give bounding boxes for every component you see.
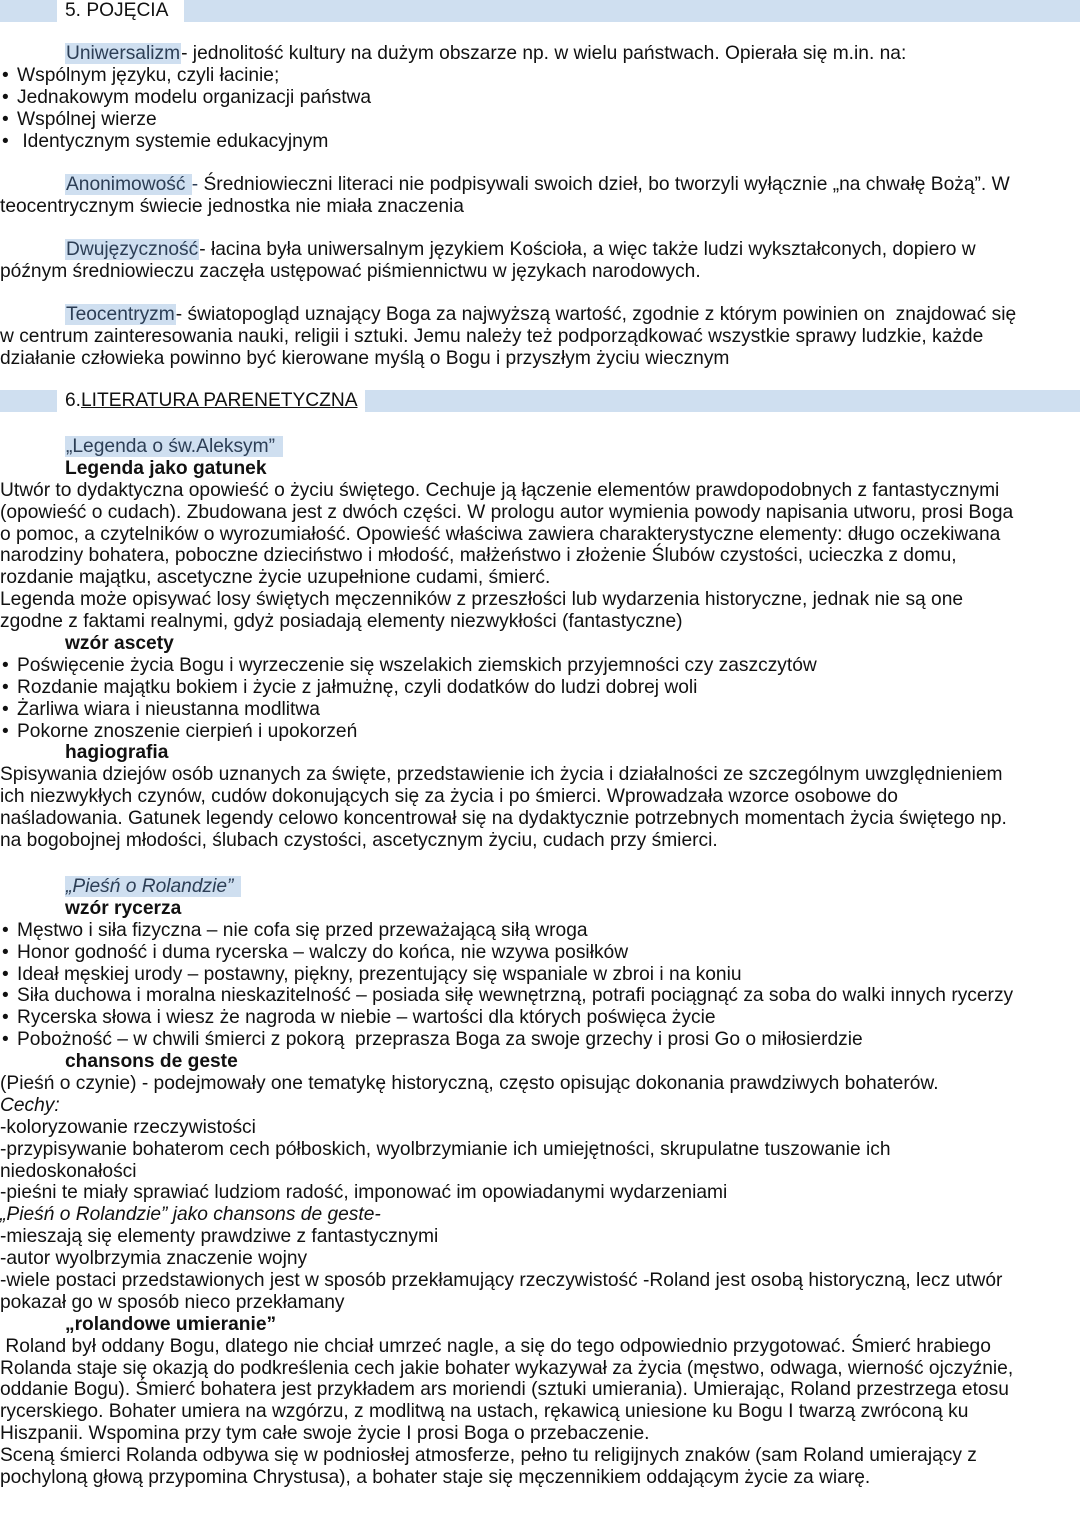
list-item: • Honor godność i duma rycerska – walczy do końca, nie wzywa posiłków	[2, 941, 629, 963]
bullet-icon: •	[2, 654, 9, 676]
bullet-icon: •	[2, 1007, 9, 1029]
list-item: • Wspólnej wierze	[2, 108, 157, 130]
bullet-icon: •	[2, 919, 9, 941]
bullet-icon: •	[2, 698, 9, 720]
bullet-icon: •	[2, 963, 9, 985]
subheading-legenda: Legenda jako gatunek	[65, 457, 267, 479]
list-item: • Żarliwa wiara i nieustanna modlitwa	[2, 698, 320, 720]
roland-block: „Pieśń o Rolandzie” wzór rycerza • Męstwo i siła fizyczna – nie cofa się przed przeważającą siłą wroga • Honor godność i duma rycerska – walczy do końca, nie wzywa posiłków • Ideał męskiej urody – postawny, piękny, prezentujący się wspaniale w zbroi i na koniu • Siła duchowa i moralna nieskazitelność – posiada siłę wewnętrzną, potrafi pociągnąć za soba do walki innych rycerzy • Rycerska słowa i wiesz że nagroda w niebie – wartości dla których poświęca życie • Pobożność – w chwili śmierci z pokorą przeprasza Boga za swoje grzechy i prosi Go o miłosierdzie chansons de geste (Pieśń o czynie) - podejmowały one tematykę historyczną, często opisując dokonania prawdziwych bohaterów. Cechy: -koloryzowanie rzeczywistości -przypisywanie bohaterom cech półboskich, wyolbrzymianie ich umiejętności, skrupulatne tuszowanie ich niedoskonałości -pieśni te miały sprawiać ludziom radość, imponować im opowiadanymi wydarzeniami „Pieśń o Rolandzie” jako chansons de geste- -mieszają się elementy prawdziwe z fantastycznymi -autor wyolbrzymia znaczenie wojny -wiele postaci przedstawionych jest w sposób przekłamujący rzeczywistość -Roland jest osobą historyczną, lecz utwór pokazał go w sposób nieco przekłamany „rolandowe umieranie” Roland był oddany Bogu, dlatego nie chciał umrzeć nagle, a się do tego odpowiednio przygotować. Śmierć hrabiego Rolanda staje się okazją do podkreślenia cech jakie bohater wykazywał za życia (męstwo, odwaga, wierność ojczyźnie, oddanie Bogu). Śmierć bohatera jest przykładem ars moriendi (sztuki umierania). Umierając, Roland przestrzega etosu rycerskiego. Bohater umiera na wzgórzu, z modlitwą na ustach, rękawicą uniesione ku Bogu I twarzą zwróconą ku Hiszpanii. Wspomina przy tym całe swoje życie I prosi Boga o przebaczenie. Sceną śmierci Rolanda odbywa się w podniosłej atmosferze, pełno tu religijnych znaków (sam Roland umierający z pochyloną głową przypomina Chrystusa), a bohater staje się męczennikiem oddającym życie za wiarę.	[0, 876, 1078, 1489]
list-item: • Jednakowym modelu organizacji państwa	[2, 86, 372, 108]
work-title-aleksy: „Legenda o św.Aleksym”	[65, 436, 283, 457]
bullet-icon: •	[2, 130, 9, 152]
term-anonimowosc: Anonimowość - Średniowieczni literaci nie podpisywali swoich dzieł, bo tworzyli wyłącznie „na chwałę Bożą”. W teocentrycznym świecie jednostka nie miała znaczenia	[0, 174, 1010, 217]
subheading-rolandowe-umieranie: „rolandowe umieranie”	[65, 1313, 277, 1335]
subheading-chansons: chansons de geste	[65, 1051, 238, 1073]
term-definition: Średniowieczni literaci nie podpisywali swoich dzieł, bo tworzyli wyłącznie „na chwałę Bożą”. W	[198, 174, 1010, 195]
term-label: Anonimowość	[66, 174, 191, 195]
work-title-roland: „Pieśń o Rolandzie”	[65, 876, 241, 897]
term-label: Dwujęzyczność	[66, 239, 199, 260]
term-uniwersalizm	[0, 43, 1078, 152]
list-item: • Męstwo i siła fizyczna – nie cofa się przed przeważającą siłą wroga	[2, 919, 588, 941]
bullet-icon: •	[2, 720, 9, 742]
term-separator: -	[175, 304, 183, 325]
bullet-icon: •	[2, 941, 9, 963]
term-definition: łacina była uniwersalnym językiem Kościoła, a więc także ludzi wykształconych, dopiero w	[205, 239, 976, 260]
term-dwujezycznosc: Dwujęzyczność- łacina była uniwersalnym językiem Kościoła, a więc także ludzi wykształconych, dopiero w późnym średniowieczu zaczęła ustępować piśmiennictwu w językach narodowych.	[0, 239, 976, 282]
subheading-hagiografia: hagiografia	[65, 742, 169, 764]
features-label: Cechy:	[0, 1094, 60, 1116]
as-chanson-label: „Pieśń o Rolandzie” jako chansons de geste-	[0, 1204, 381, 1226]
list-item: • Siła duchowa i moralna nieskazitelność – posiada siłę wewnętrzną, potrafi pociągnąć za soba do walki innych rycerzy	[2, 985, 1014, 1007]
bullet-icon: •	[2, 86, 9, 108]
term-separator: -	[199, 239, 206, 260]
aleksy-block: „Legenda o św.Aleksym” Legenda jako gatunek Utwór to dydaktyczna opowieść o życiu świętego. Cechuje ją łączenie elementów prawdopodobnych z fantastycznymi (opowieść o cudach). Zbudowana jest z dwóch części. W prologu autor wymienia powody napisania utworu, prosi Boga o pomoc, a czytelników o wyrozumiałość. Opowieść właściwa zawiera charakterystyczne elementy: długo oczekiwana narodziny bohatera, poboczne dzieciństwo i młodość, małżeństwo i złożenie Ślubów czystości, ucieczka z domu, rozdanie majątku, ascetyczne życie uzupełnione cudami, śmierć. Legenda może opisywać losy świętych męczenników z przeszłości lub wydarzenia historyczne, jednak nie są one zgodne z faktami realnymi, gdyż posiadają elementy niezwykłości (fantastyczne) wzór ascety • Poświęcenie życia Bogu i wyrzeczenie się wszelakich ziemskich przyjemności czy zaszczytów • Rozdanie majątku bokiem i życie z jałmużnę, czyli dodatków do ludzi dobrej woli • Żarliwa wiara i nieustanna modlitwa • Pokorne znoszenie cierpień i upokorzeń hagiografia Spisywania dziejów osób uznanych za święte, przedstawienie ich życia i działalności ze szczególnym uwzględnieniem ich niezwykłych czynów, cudów dokonujących się za życia i po śmierci. Wprowadzała wzorce osobowe do naśladowania. Gatunek legendy celowo koncentrował się na dydaktycznie potrzebnych momentach życia świętego np. na bogobojnej młodości, ślubach czystości, ascetycznym życiu, cudach przy śmierci.	[0, 436, 1078, 852]
bullet-icon: •	[2, 985, 9, 1007]
term-definition: jednolitość kultury na dużym obszarze np. w wielu państwach. Opierała się m.in. na:	[187, 43, 907, 64]
section-6-heading: 6.LITERATURA PARENETYCZNA	[65, 390, 358, 411]
term-teocentryzm: Teocentryzm- światopogląd uznający Boga za najwyższą wartość, zgodnie z którym powinien on znajdować się w centrum zainteresowania nauki, religii i sztuki. Jemu należy też podporządkować wszystkie sprawy ludzkie, każde działanie człowieka powinno być kierowane myślą o Bogu i przyszłym życiu wiecznym	[0, 304, 1017, 369]
subheading-wzor-ascety: wzór ascety	[65, 633, 174, 655]
term-label: Uniwersalizm	[66, 43, 181, 64]
subheading-wzor-rycerza: wzór rycerza	[65, 897, 182, 919]
list-item: • Wspólnym języku, czyli łacinie;	[2, 64, 280, 86]
list-item: • Pobożność – w chwili śmierci z pokorą przeprasza Boga za swoje grzechy i prosi Go o miłosierdzie	[2, 1029, 863, 1051]
section-5-heading: 5. POJĘCIA	[65, 0, 169, 21]
term-definition: światopogląd uznający Boga za najwyższą wartość, zgodnie z którym powinien on znajdować się	[182, 304, 1017, 325]
term-separator: -	[191, 174, 199, 195]
term-separator: -	[181, 43, 188, 64]
bullet-icon: •	[2, 1029, 9, 1051]
section-5-heading-bar	[0, 0, 1080, 22]
bullet-icon: •	[2, 108, 9, 130]
list-item: • Ideał męskiej urody – postawny, piękny, prezentujący się wspaniale w zbroi i na koniu	[2, 963, 742, 985]
bullet-icon: •	[2, 64, 9, 86]
bullet-icon: •	[2, 676, 9, 698]
section-6-heading-bar	[0, 390, 1080, 412]
list-item: • Identycznym systemie edukacyjnym	[2, 130, 329, 152]
term-label: Teocentryzm	[66, 304, 175, 325]
list-item: • Poświęcenie życia Bogu i wyrzeczenie się wszelakich ziemskich przyjemności czy zaszczytów	[2, 654, 817, 676]
list-item: • Rozdanie majątku bokiem i życie z jałmużnę, czyli dodatków do ludzi dobrej woli	[2, 676, 698, 698]
list-item: • Rycerska słowa i wiesz że nagroda w niebie – wartości dla których poświęca życie	[2, 1007, 716, 1029]
list-item: • Pokorne znoszenie cierpień i upokorzeń	[2, 720, 358, 742]
